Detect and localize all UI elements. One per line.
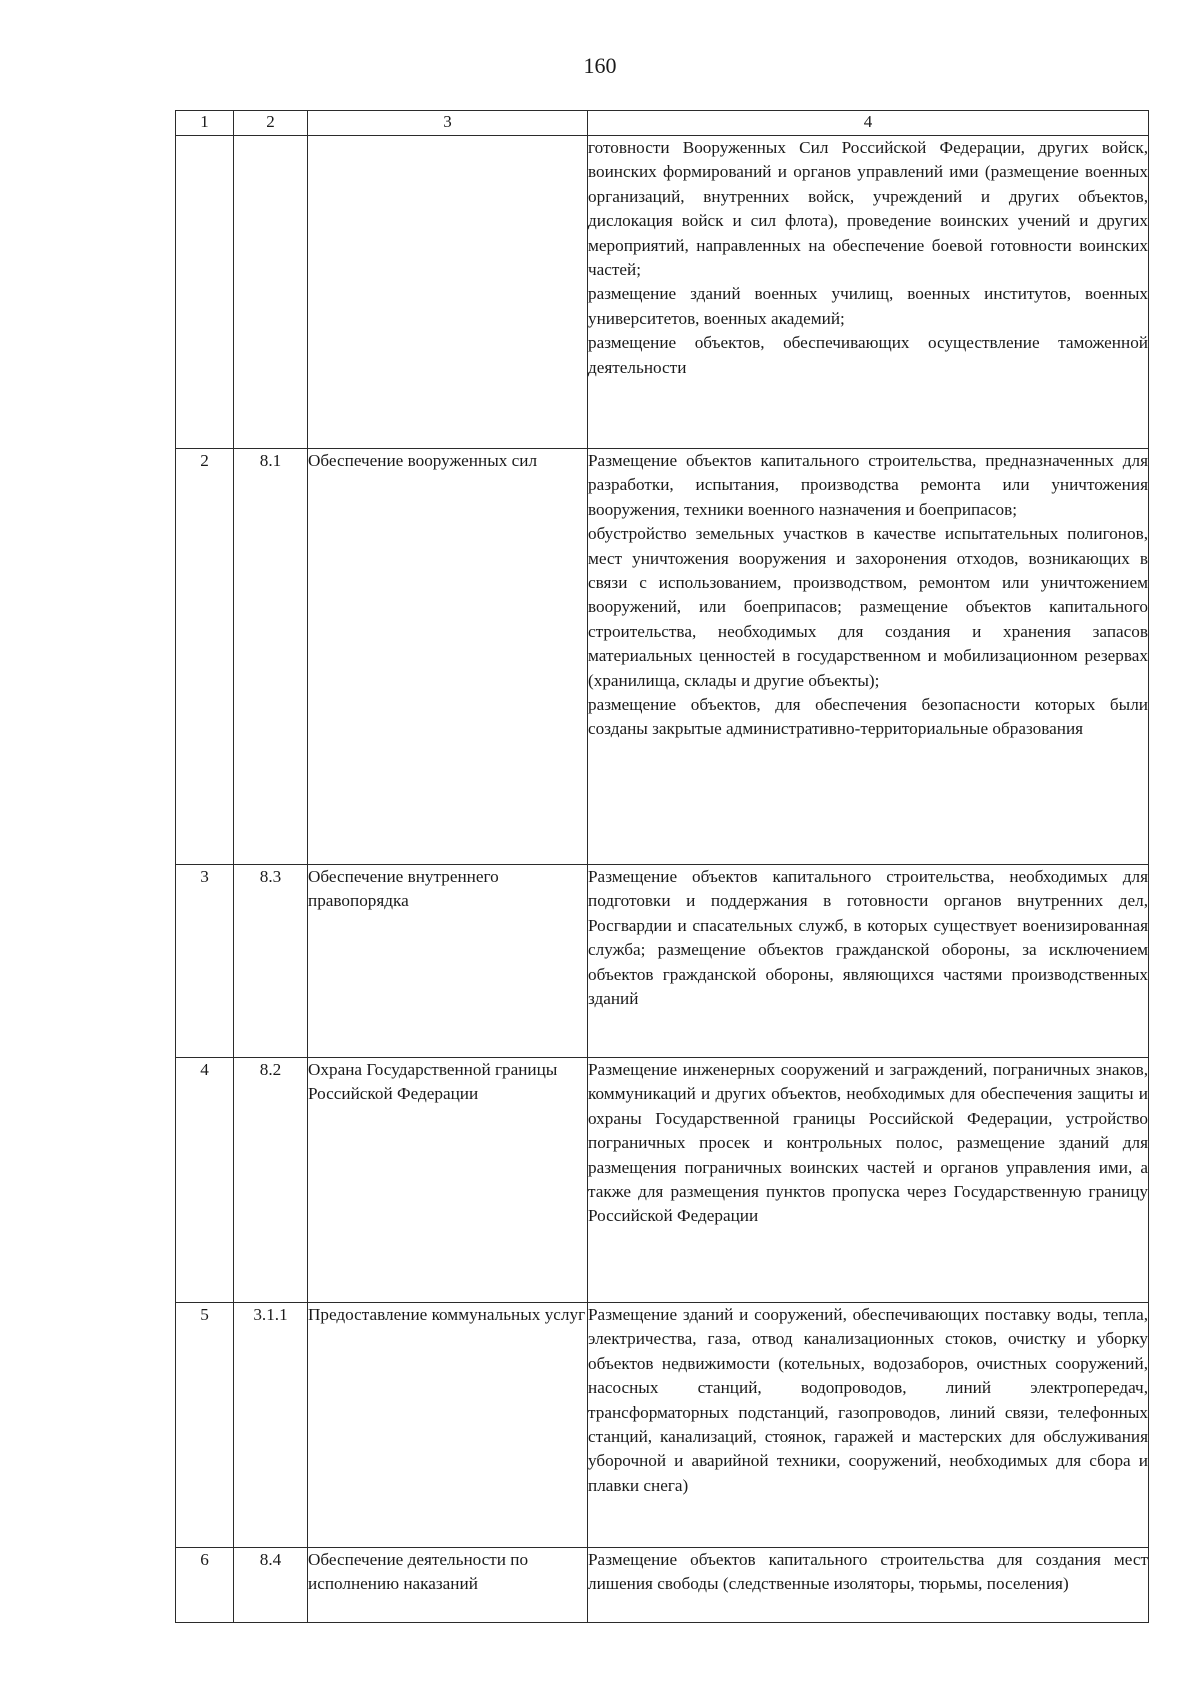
row-name-cell xyxy=(308,136,588,449)
description-paragraph: готовности Вооруженных Сил Российской Федерации, других войск, воинских формирований и органов управлений ими (размещение военных организаций, внутренних войск, учреждений и других объектов, дислокация войск и сил флота), проведение воинских учений и других мероприятий, направленных на обеспечение боевой готовности воинских частей; xyxy=(588,138,1148,280)
description-paragraph: размещение объектов, обеспечивающих осуществление таможенной деятельности xyxy=(588,333,1148,377)
row-code-cell: 8.1 xyxy=(234,449,308,865)
description-paragraph: Размещение зданий и сооружений, обеспечивающих поставку воды, тепла, электричества, газа, отвод канализационных стоков, очистку и уборку объектов недвижимости (котельных, водозаборов, очистных сооружений, насосных станций, водопроводов, линий электропередач, трансформаторных подстанций, газопроводов, линий связи, телефонных станций, канализаций, стоянок, гаражей и мастерских для обслуживания уборочной и аварийной техники, сооружений, необходимых для сбора и плавки снега) xyxy=(588,1305,1148,1495)
table-row xyxy=(176,449,1149,865)
row-code-cell: 3.1.1 xyxy=(234,1303,308,1548)
land-use-table xyxy=(175,110,1149,1623)
row-code-cell: 8.3 xyxy=(234,865,308,1058)
row-number-cell: 2 xyxy=(176,449,234,865)
table-row-continuation xyxy=(176,136,1149,449)
row-number-cell: 5 xyxy=(176,1303,234,1548)
column-number-2: 2 xyxy=(234,111,308,136)
description-paragraph: Размещение объектов капитального строительства для создания мест лишения свободы (следственные изоляторы, тюрьмы, поселения) xyxy=(588,1550,1148,1594)
description-paragraph: Размещение инженерных сооружений и заграждений, пограничных знаков, коммуникаций и других объектов, необходимых для обеспечения защиты и охраны Государственной границы Российской Федерации, устройство пограничных просек и контрольных полос, размещение зданий для размещения пограничных воинских частей и органов управления ими, а также для размещения пунктов пропуска через Государственную границу Российской Федерации xyxy=(588,1060,1148,1226)
table-row xyxy=(176,1548,1149,1623)
row-description-cell xyxy=(588,136,1149,449)
row-description-cell xyxy=(588,865,1149,1058)
row-name-cell: Обеспечение внутреннего правопорядка xyxy=(308,865,588,1058)
row-number-cell xyxy=(176,136,234,449)
row-number-cell: 3 xyxy=(176,865,234,1058)
table-header-row xyxy=(176,111,1149,136)
description-paragraph: размещение зданий военных училищ, военных институтов, военных университетов, военных академий; xyxy=(588,284,1148,328)
row-name-cell: Обеспечение деятельности по исполнению наказаний xyxy=(308,1548,588,1623)
row-name-cell: Предоставление коммунальных услуг xyxy=(308,1303,588,1548)
description-paragraph: Размещение объектов капитального строительства, необходимых для подготовки и поддержания в готовности органов внутренних дел, Росгвардии и спасательных служб, в которых существует военизированная служба; размещение объектов гражданской обороны, за исключением объектов гражданской обороны, являющихся частями производственных зданий xyxy=(588,867,1148,1009)
row-description-cell xyxy=(588,1058,1149,1303)
row-name-cell: Обеспечение вооруженных сил xyxy=(308,449,588,865)
page-number: 160 xyxy=(583,53,617,78)
column-number-4: 4 xyxy=(588,111,1149,136)
table-row xyxy=(176,865,1149,1058)
table-row xyxy=(176,1303,1149,1548)
row-description-cell xyxy=(588,449,1149,865)
column-number-1: 1 xyxy=(176,111,234,136)
row-code-cell: 8.4 xyxy=(234,1548,308,1623)
description-paragraph: размещение объектов, для обеспечения безопасности которых были созданы закрытые административно-территориальные образования xyxy=(588,695,1148,739)
row-name-cell: Охрана Государственной границы Российской Федерации xyxy=(308,1058,588,1303)
table-row xyxy=(176,1058,1149,1303)
description-paragraph: Размещение объектов капитального строительства, предназначенных для разработки, испытания, производства ремонта или уничтожения вооружения, техники военного назначения и боеприпасов; xyxy=(588,451,1148,519)
column-number-3: 3 xyxy=(308,111,588,136)
description-paragraph: обустройство земельных участков в качестве испытательных полигонов, мест уничтожения вооружения и захоронения отходов, возникающих в связи с использованием, производством, ремонтом или уничтожением вооружений, или боеприпасов; размещение объектов капитального строительства, необходимых для создания и хранения запасов материальных ценностей в государственном и мобилизационном резервах (хранилища, склады и другие объекты); xyxy=(588,524,1148,690)
row-code-cell xyxy=(234,136,308,449)
row-description-cell xyxy=(588,1548,1149,1623)
row-number-cell: 6 xyxy=(176,1548,234,1623)
row-code-cell: 8.2 xyxy=(234,1058,308,1303)
row-number-cell: 4 xyxy=(176,1058,234,1303)
row-description-cell xyxy=(588,1303,1149,1548)
